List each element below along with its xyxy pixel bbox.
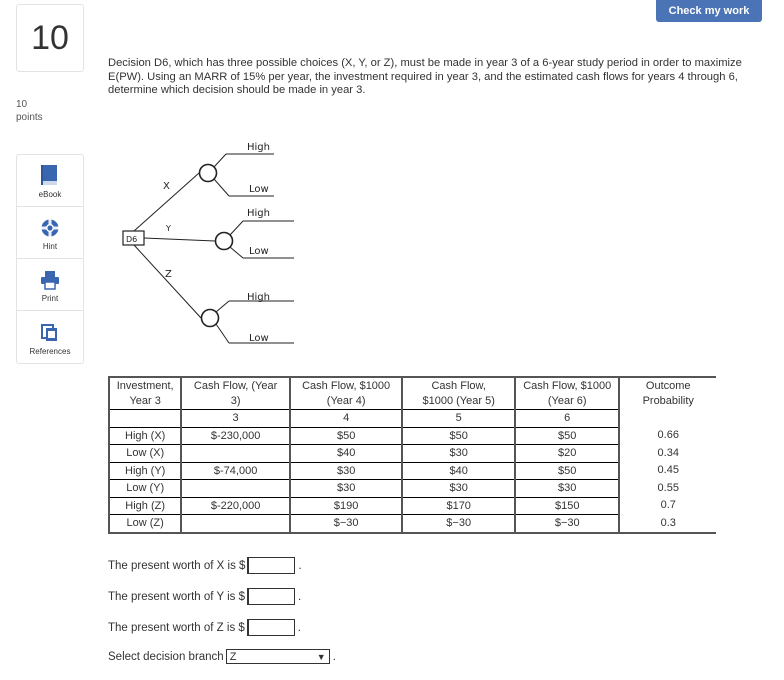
pw-z-label: The present worth of Z is $ [108, 621, 245, 634]
outcome-z-low-label: Low [249, 333, 269, 344]
hint-icon [40, 218, 60, 238]
table-header-row [109, 377, 716, 410]
outcome-z-high-label: High [247, 292, 270, 303]
print-button[interactable] [17, 259, 83, 311]
table-row: Low (Y) $30 $30 $30 0.55 [109, 480, 716, 498]
chevron-down-icon: ▼ [316, 651, 326, 662]
references-button[interactable] [17, 311, 83, 363]
print-label: Print [41, 294, 59, 303]
hint-button[interactable] [17, 207, 83, 259]
outcome-y-low-line [230, 247, 243, 258]
pw-z-line: The present worth of Z is $ . [108, 619, 301, 636]
points-value: 10 [16, 99, 28, 110]
table-year-row: 3 4 5 6 [109, 410, 716, 428]
table-row: Low (Z) $−30 $−30 $−30 0.3 [109, 515, 716, 533]
branch-y-line [144, 238, 215, 241]
outcome-x-high-label: High [247, 142, 270, 153]
table-row: High (Y) $-74,000 $30 $40 $50 0.45 [109, 462, 716, 480]
ebook-icon [40, 164, 60, 186]
print-icon [40, 270, 60, 290]
decision-node-label: D6 [126, 235, 138, 244]
references-icon [40, 323, 60, 343]
outcome-y-low-label: Low [249, 246, 269, 257]
outcome-z-low-line [216, 324, 229, 343]
outcome-y-high-line [230, 221, 243, 235]
branch-z-label: Z [165, 269, 172, 280]
chance-node-y [216, 233, 233, 250]
branch-y-label: Y [166, 224, 171, 233]
question-number: 10 [16, 4, 84, 72]
points-unit: points [16, 112, 43, 123]
tool-panel [16, 154, 84, 364]
decision-branch-select[interactable] [226, 649, 330, 664]
branch-z-line [134, 245, 201, 318]
chance-node-x [200, 165, 217, 182]
pw-y-input[interactable] [247, 588, 295, 605]
outcome-x-low-line [214, 179, 229, 196]
header-probability: Outcome Probability [619, 377, 716, 410]
table-row: High (X) $-230,000 $50 $50 $50 0.66 [109, 427, 716, 445]
select-branch-label: Select decision branch [108, 650, 224, 663]
branch-x-label: X [163, 181, 170, 192]
references-label: References [29, 347, 71, 356]
header-cf-year3: Cash Flow, (Year 3) [181, 377, 290, 410]
pw-x-line: The present worth of X is $ . [108, 557, 302, 574]
pw-y-line: The present worth of Y is $ . [108, 588, 301, 605]
select-value: Z [229, 650, 237, 663]
question-text: Decision D6, which has three possible choices (X, Y, or Z), must be made in year 3 of a 6-year study period in order to maximize E(PW). Using an MARR of 15% per year, the investment required in year 3, and the estimated cash flows for years 4 through 6, determine which decision should be made in year 3. [108, 57, 742, 96]
outcome-x-low-label: Low [249, 184, 269, 195]
decision-tree [108, 130, 308, 350]
table-row: Low (X) $40 $30 $20 0.34 [109, 445, 716, 463]
chance-node-z [202, 310, 219, 327]
check-my-work-button[interactable]: Check my work [656, 0, 762, 22]
outcome-z-high-line [216, 301, 229, 312]
ebook-label: eBook [38, 190, 62, 199]
pw-x-label: The present worth of X is $ [108, 559, 246, 572]
header-investment: Investment, Year 3 [109, 377, 181, 410]
header-cf-year6: Cash Flow, $1000 (Year 6) [515, 377, 620, 410]
select-branch-line: Select decision branch Z ▼ . [108, 650, 336, 663]
outcome-y-high-label: High [247, 208, 270, 219]
cash-flow-table [108, 376, 716, 534]
outcome-x-high-line [214, 154, 226, 167]
table-row: High (Z) $-220,000 $190 $170 $150 0.7 [109, 497, 716, 515]
header-cf-year4: Cash Flow, $1000 (Year 4) [290, 377, 403, 410]
pw-z-input[interactable] [247, 619, 295, 636]
pw-y-label: The present worth of Y is $ [108, 590, 246, 603]
hint-label: Hint [42, 242, 58, 251]
points-info [16, 98, 43, 124]
header-cf-year5: Cash Flow, $1000 (Year 5) [402, 377, 515, 410]
ebook-button[interactable] [17, 155, 83, 207]
pw-x-input[interactable] [247, 557, 295, 574]
